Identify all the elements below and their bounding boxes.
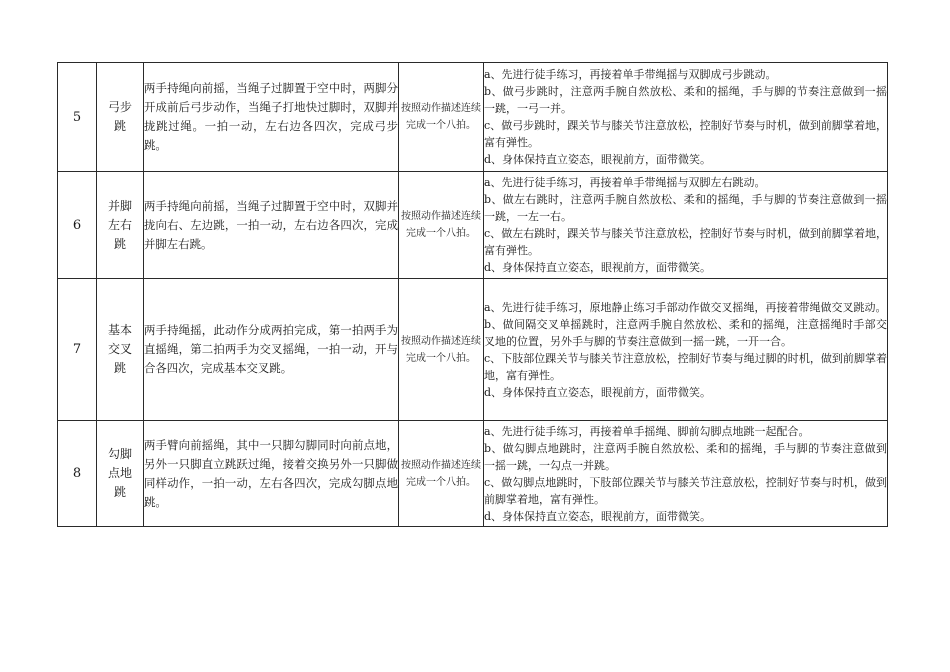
move-requirement: 按照动作描述连续完成一个八拍。 — [399, 63, 484, 172]
move-name-cell — [97, 279, 144, 421]
key-point: a、先进行徒手练习，原地静止练习手部动作做交叉摇绳，再接着带绳做交叉跳动。 — [484, 300, 887, 314]
key-point: b、做间隔交叉单摇跳时，注意两手腕自然放松、柔和的摇绳，注意摇绳时手部交叉地的位置，另外手与脚的节奏注意做到一摇一跳，一开一合。 — [484, 317, 887, 348]
move-name: 弓步跳 — [107, 100, 132, 133]
key-point: b、做勾脚点地跳时，注意两手腕自然放松、柔和的摇绳，手与脚的节奏注意做到一摇一跳，一勾点一并跳。 — [484, 441, 887, 472]
move-name: 勾脚点地跳 — [107, 447, 132, 499]
key-point: b、做左右跳时，注意两手腕自然放松、柔和的摇绳，手与脚的节奏注意做到一摇一跳，一左一右。 — [484, 193, 887, 223]
key-points — [484, 279, 888, 421]
move-name: 基本交叉跳 — [107, 323, 132, 375]
key-points — [484, 63, 888, 172]
skipping-rope-teaching-table — [57, 62, 888, 527]
row-number: 8 — [58, 421, 97, 527]
move-name-cell — [97, 63, 144, 172]
key-point: d、身体保持直立姿态，眼视前方，面带微笑。 — [484, 153, 712, 166]
move-requirement: 按照动作描述连续完成一个八拍。 — [399, 172, 484, 279]
key-point: b、做弓步跳时，注意两手腕自然放松、柔和的摇绳，手与脚的节奏注意做到一摇一跳，一弓一并。 — [484, 85, 887, 115]
move-description: 两手持绳摇，此动作分成两拍完成，第一拍两手为直摇绳，第二拍两手为交叉摇绳，一拍一动，开与合各四次，完成基本交叉跳。 — [144, 279, 399, 421]
key-point: d、身体保持直立姿态，眼视前方，面带微笑。 — [484, 509, 712, 523]
table-row — [58, 63, 888, 172]
key-point: a、先进行徒手练习，再接着单手带绳摇与双脚成弓步跳动。 — [484, 68, 777, 81]
row-number: 5 — [58, 63, 97, 172]
key-point: c、做左右跳时，踝关节与膝关节注意放松，控制好节奏与时机，做到前脚掌着地，富有弹性。 — [484, 227, 887, 257]
move-description: 两手持绳向前摇，当绳子过脚置于空中时，两脚分开成前后弓步动作，当绳子打地快过脚时，双脚并拢跳过绳。一拍一动，左右边各四次，完成弓步跳。 — [144, 63, 399, 172]
move-requirement: 按照动作描述连续完成一个八拍。 — [399, 279, 484, 421]
move-description: 两手臂向前摇绳，其中一只脚勾脚同时向前点地，另外一只脚直立跳跃过绳，接着交换另外一只脚做同样动作，一拍一动，左右各四次，完成勾脚点地跳。 — [144, 421, 399, 527]
key-point: d、身体保持直立姿态，眼视前方，面带微笑。 — [484, 385, 712, 399]
key-point: d、身体保持直立姿态，眼视前方，面带微笑。 — [484, 261, 712, 274]
table-row — [58, 279, 888, 421]
move-requirement: 按照动作描述连续完成一个八拍。 — [399, 421, 484, 527]
key-point: c、下肢部位踝关节与膝关节注意放松，控制好节奏与绳过脚的时机，做到前脚掌着地，富有弹性。 — [484, 351, 887, 382]
key-points — [484, 421, 888, 527]
row-number: 7 — [58, 279, 97, 421]
key-point: c、做勾脚点地跳时，下肢部位踝关节与膝关节注意放松，控制好节奏与时机，做到前脚掌着地，富有弹性。 — [484, 475, 887, 506]
key-point: a、先进行徒手练习，再接着单手带绳摇与双脚左右跳动。 — [484, 176, 766, 189]
move-name-cell — [97, 421, 144, 527]
key-points — [484, 172, 888, 279]
move-name-cell — [97, 172, 144, 279]
key-point: a、先进行徒手练习，再接着单手摇绳、脚前勾脚点地跳一起配合。 — [484, 424, 810, 438]
move-description: 两手持绳向前摇，当绳子过脚置于空中时，双脚并拢向右、左边跳，一拍一动，左右边各四次，完成并脚左右跳。 — [144, 172, 399, 279]
key-point: c、做弓步跳时，踝关节与膝关节注意放松，控制好节奏与时机，做到前脚掌着地，富有弹性。 — [484, 119, 887, 149]
table-row — [58, 421, 888, 527]
move-name: 并脚左右跳 — [107, 198, 132, 251]
row-number: 6 — [58, 172, 97, 279]
table-row — [58, 172, 888, 279]
